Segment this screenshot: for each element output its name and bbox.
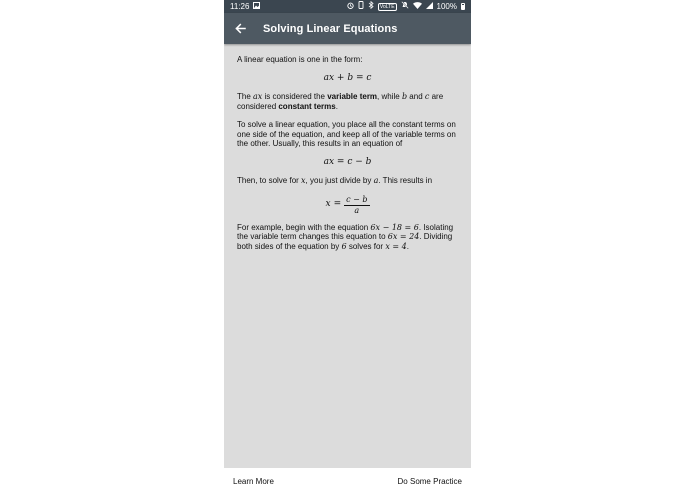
p2-t4: and (407, 92, 425, 101)
fraction (344, 195, 369, 216)
p2-t2: is considered the (262, 92, 328, 101)
p2-math-ax: ax (253, 92, 263, 101)
eq1-b: b (347, 72, 354, 83)
p2-bold-variable-term: variable term (327, 92, 378, 101)
signal-icon (426, 2, 433, 12)
equation-rearranged (237, 158, 458, 168)
p5-math-solution: x = 4 (385, 241, 407, 251)
p5-t5: . (406, 241, 409, 251)
eq2-minus: − (352, 156, 366, 167)
terms-paragraph (237, 92, 458, 111)
eq2-c: c (347, 156, 353, 167)
eq3-x: x (325, 199, 331, 210)
p2-t3: , while (377, 92, 402, 101)
p4-t1: Then, to solve for (237, 176, 302, 185)
eq1-equals: = (353, 72, 367, 83)
back-button[interactable] (233, 22, 247, 36)
p5-math-six: 6 (341, 241, 347, 251)
p2-t6: . (335, 101, 338, 111)
intro-paragraph: A linear equation is one in the form: (237, 55, 363, 64)
app-bar (224, 13, 471, 44)
p5-math-isolated: 6x = 24 (387, 232, 420, 241)
battery-icon (461, 3, 465, 10)
p5-t4: solves for (346, 241, 386, 251)
do-not-disturb-icon (401, 1, 409, 12)
page-title: Solving Linear Equations (263, 22, 398, 35)
eq2-equals: = (334, 156, 348, 167)
alarm-icon (347, 2, 354, 12)
bottom-action-bar (224, 468, 471, 494)
p4-t3: . This results in (378, 176, 433, 185)
learn-more-button[interactable]: Learn More (233, 476, 274, 486)
eq2-ax: ax (323, 156, 335, 167)
example-paragraph (237, 223, 458, 252)
equation-general-form (237, 74, 458, 84)
equation-solution-fraction (237, 195, 458, 216)
p5-t3: . Dividing both sides of the equation by (237, 232, 453, 251)
eq3-equals: = (333, 199, 342, 210)
p4-math-a: a (373, 176, 379, 185)
fraction-denominator: a (354, 205, 360, 215)
p2-bold-constant-terms: constant terms (278, 101, 336, 111)
status-time: 11:26 (230, 2, 250, 11)
p2-t5: are considered (237, 92, 444, 111)
fraction-numerator: c − b (346, 194, 368, 204)
p5-t1: For example, begin with the equation (237, 222, 371, 232)
eq2-b: b (365, 156, 372, 167)
image-icon (253, 2, 260, 12)
p2-t1: The (237, 92, 254, 101)
p2-math-c: c (424, 92, 430, 101)
vibrate-icon (358, 1, 364, 12)
lesson-content (237, 55, 458, 260)
status-bar-right (347, 1, 465, 12)
divide-paragraph (237, 176, 458, 186)
eq1-c: c (366, 72, 372, 83)
method-paragraph: To solve a linear equation, you place all the constant terms on one side of the equation, and keep all of the variable terms on the other. Usually, this results in an equation of (237, 120, 456, 148)
p4-math-x: x (301, 176, 306, 185)
battery-percent: 100% (436, 2, 457, 11)
p5-t2: . Isolating the variable term changes this equation to (237, 222, 454, 241)
status-bar (224, 0, 471, 13)
network-badge: VoLTE (379, 3, 395, 10)
bluetooth-icon (368, 1, 374, 12)
arrow-left-icon (235, 23, 246, 34)
wifi-icon (413, 2, 422, 12)
status-bar-left (230, 2, 260, 12)
p4-t2: , you just divide by (305, 176, 374, 185)
do-some-practice-button[interactable]: Do Some Practice (397, 476, 462, 486)
phone-screen (224, 0, 471, 494)
p5-math-equation: 6x − 18 = 6 (370, 222, 419, 232)
p2-math-b: b (401, 92, 408, 101)
eq1-plus: + (334, 72, 348, 83)
eq1-ax: ax (323, 72, 335, 83)
